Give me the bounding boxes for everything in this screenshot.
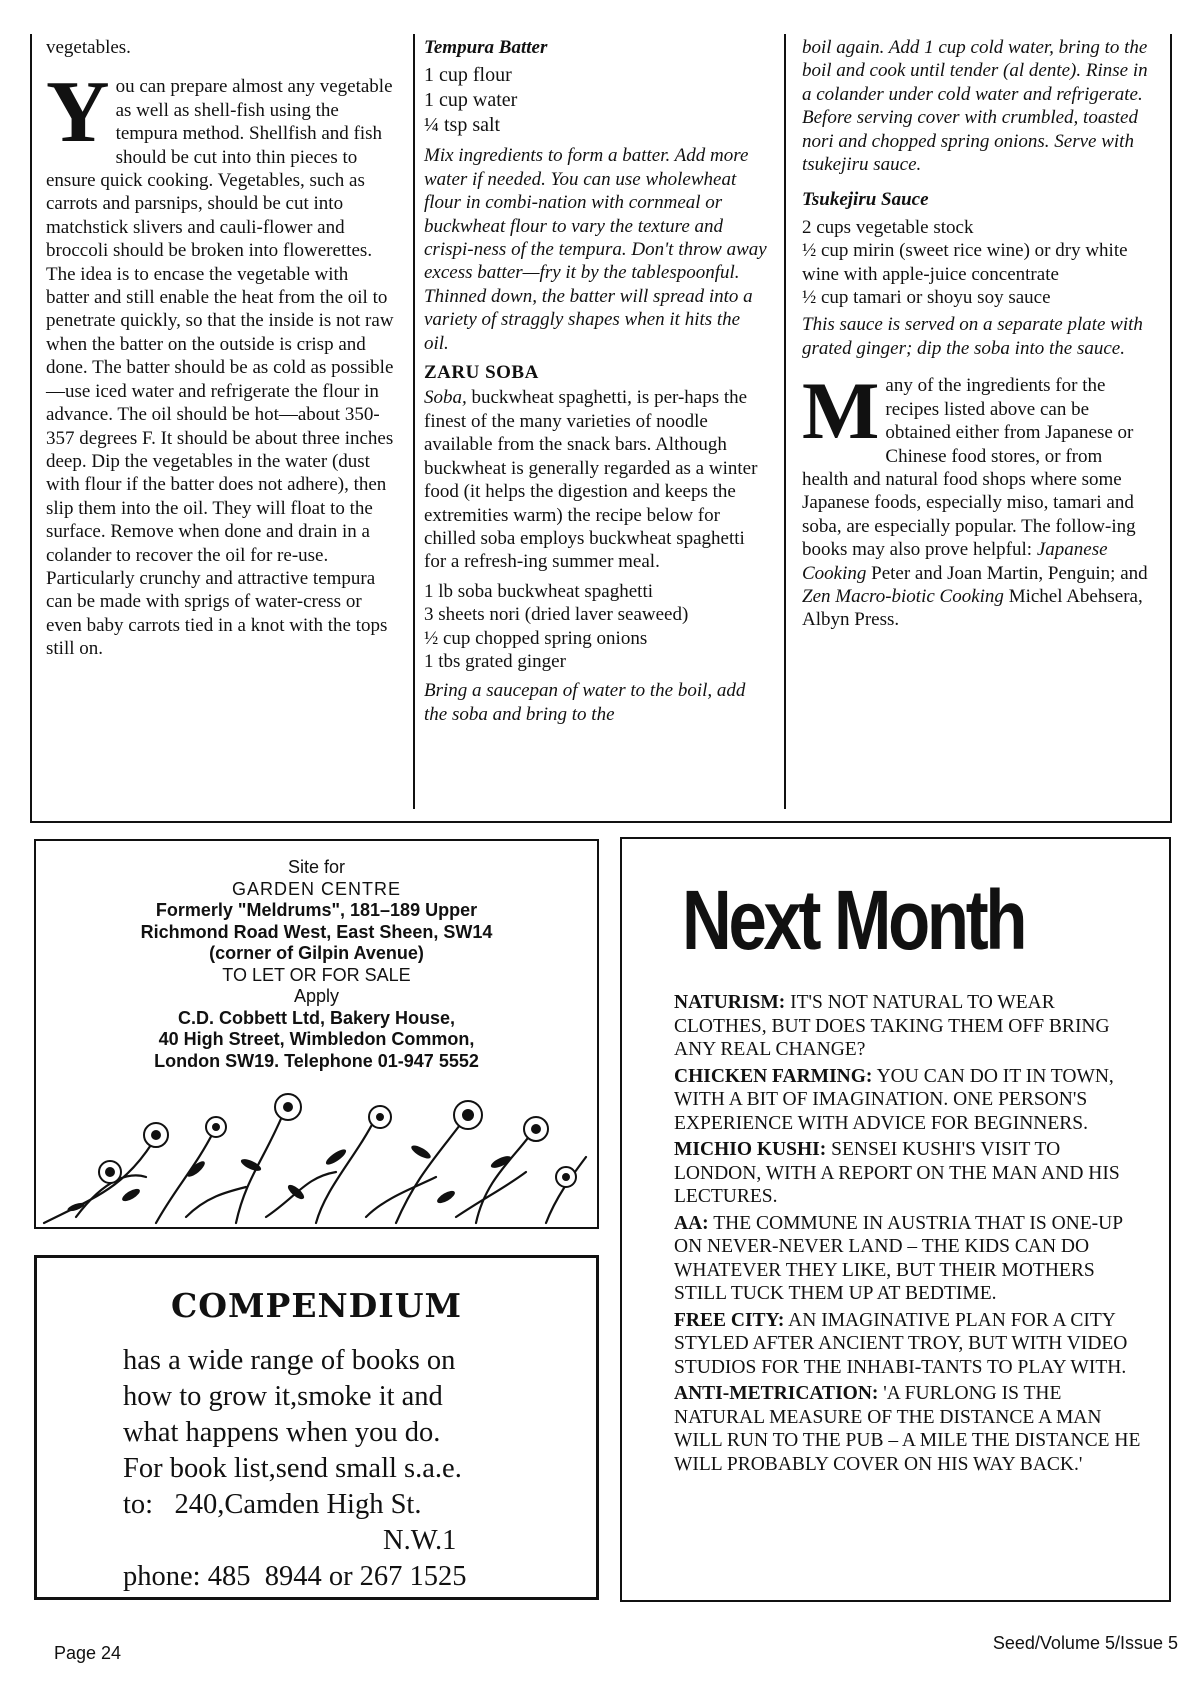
ad-line: how to grow it,smoke it and: [123, 1381, 443, 1412]
closing-paragraph: Many of the ingredients for the recipes listed above can be obtained either from Japanese or Chinese food stores, or from health and natural food shops where some Japanese foods, especially miso, tamari and soba, are especially popular. The follow-ing books may also prove helpful: Japanese Cooking Peter and Joan Martin, Penguin; and Zen Macro-biotic Cooking Michel Abehsera, Albyn Press.: [802, 365, 1148, 631]
tempura-batter-title: Tempura Batter: [424, 37, 548, 58]
ingredient: 1 cup flour: [424, 64, 512, 87]
tsukejiru-sauce-title: Tsukejiru Sauce: [802, 189, 929, 211]
ad-line: TO LET OR FOR SALE: [222, 964, 411, 985]
ad-line: C.D. Cobbett Ltd, Bakery House,: [177, 1007, 456, 1028]
garden-centre-ad: [34, 839, 599, 1229]
page-number: Page 24: [54, 1643, 122, 1663]
compendium-ad: [34, 1255, 599, 1600]
ad-line: London SW19. Telephone 01-947 5552: [154, 1050, 479, 1071]
ad-line: to: 240,Camden High St.: [123, 1489, 422, 1520]
soba-method-start: Bring a saucepan of water to the boil, add the soba and bring to the: [424, 680, 746, 725]
ingredient: 1 lb soba buckwheat spaghetti: [424, 580, 654, 602]
soba-ingredients: [424, 580, 769, 674]
next-month-box: [620, 837, 1171, 1602]
ad-line: N.W.1: [383, 1525, 457, 1556]
ad-line: what happens when you do.: [123, 1417, 441, 1448]
tempura-method: Mix ingredients to form a batter. Add more water if needed. You can use wholewheat flour in combi-nation with cornmeal or buckwheat flour to vary the texture and crispi-ness of the tempura. Don't throw away excess batter—fry it by the tablespoonful. Thinned down, the batter will spread into a variety of straggly shapes when it hits the oil.: [424, 145, 767, 354]
next-month-item: ANTI-METRICATION: 'A FURLONG IS THE NATURAL MEASURE OF THE DISTANCE A MAN WILL RUN TO THE PUB – A MILE THE DISTANCE HE WILL PROBABLY COVER ON HIS WAY BACK.': [674, 1383, 1141, 1475]
compendium-body: [37, 1343, 596, 1595]
ad-line: Formerly "Meldrums", 181–189 Upper: [155, 900, 478, 920]
next-month-item: FREE CITY: AN IMAGINATIVE PLAN FOR A CITY STYLED AFTER ANCIENT TROY, BUT WITH VIDEO STUDIOS FOR THE INHABI-TANTS TO PLAY WITH.: [674, 1309, 1128, 1378]
ad-line: GARDEN CENTRE: [231, 878, 401, 899]
drop-cap-y: Y: [46, 64, 110, 162]
column-opening: vegetables.: [46, 37, 131, 58]
floral-illustration: [36, 1077, 597, 1227]
ingredient: ½ cup mirin (sweet rice wine) or dry white wine with apple-juice concentrate: [802, 240, 1128, 285]
ingredient: ½ cup chopped spring onions: [424, 627, 648, 649]
compendium-title: COMPENDIUM: [170, 1286, 463, 1325]
ad-line: Richmond Road West, East Sheen, SW14: [140, 921, 493, 942]
next-month-item: MICHIO KUSHI: SENSEI KUSHI'S VISIT TO LONDON, WITH A REPORT ON THE MAN AND HIS LECTURES.: [674, 1139, 1120, 1207]
next-month-item: NATURISM: IT'S NOT NATURAL TO WEAR CLOTHES, BUT DOES TAKING THEM OFF BRING ANY REAL CHANGE?: [674, 992, 1110, 1060]
book-title: Japanese Cooking: [802, 539, 1108, 584]
issue-info: Seed/Volume 5/Issue 5: [992, 1633, 1178, 1653]
ingredient: ½ cup tamari or shoyu soy sauce: [802, 287, 1051, 309]
ad-line: Site for: [287, 857, 346, 877]
zaru-soba-heading: ZARU SOBA: [424, 362, 539, 384]
ad-line: For book list,send small s.a.e.: [123, 1453, 462, 1484]
garden-ad-text: [36, 841, 597, 1072]
book-title: Zen Macro-biotic Cooking: [802, 585, 1004, 607]
ingredient: 3 sheets nori (dried laver seaweed): [424, 604, 689, 626]
sauce-ingredients: [802, 216, 1152, 310]
drop-cap-m: M: [802, 365, 880, 457]
column-rule-2: [784, 34, 786, 809]
tempura-method-text: You can prepare almost any vegetable as well as shell-fish using the tempura method. Shellfish and fish should be cut into thin pieces to ensure quick cooking. Vegetables, such as carrots and parsnips, should be cut into matchstick slivers and cauli-flower and broccoli should be broken into flowerettes. The idea is to encase the vegetable with batter and still enable the heat from the oil to penetrate quickly, so that the inside is not raw when the batter on the outside is crisp and done. The batter should be as cold as possible—use iced water and refrigerate the flour in advance. The oil should be hot—about 350-357 degrees F. It should be about three inches deep. Dip the vegetables in the water (dust with flour if the batter does not adhere), then slip them into the oil. They will float to the surface. Remove when done and drain in a colander to recover the oil for re-use. Particularly crunchy and attractive tempura can be made with sprigs of water-cress or even baby carrots tied in a knot with the tops still on.: [46, 64, 394, 660]
next-month-title: Next Month: [682, 873, 1025, 967]
ad-line: phone: 485 8944 or 267 1525: [123, 1561, 467, 1592]
ad-line: Apply: [293, 986, 340, 1006]
column-rule-1: [413, 34, 415, 809]
article-column-1: [46, 36, 396, 661]
soba-method-end: boil again. Add 1 cup cold water, bring to the boil and cook until tender (al dente). Rinse in a colander under cold water and refrigerate. Before serving cover with crumbled, toasted nori and chopped spring onions. Serve with tsukejiru sauce.: [802, 37, 1148, 176]
ad-line: (corner of Gilpin Avenue): [209, 943, 424, 963]
zaru-soba-intro: Soba, buckwheat spaghetti, is per-haps the finest of the many varieties of noodle available from the snack bars. Although buckwheat is generally regarded as a winter food (it helps the digestion and keeps the extremities warm) the recipe below for chilled soba employs buckwheat spaghetti for a refresh-ing summer meal.: [424, 387, 758, 573]
next-month-list: [674, 991, 1151, 1476]
ad-line: has a wide range of books on: [123, 1345, 456, 1376]
ad-line: 40 High Street, Wimbledon Common,: [158, 1029, 475, 1049]
ingredient: 2 cups vegetable stock: [802, 216, 974, 238]
article-column-3: [802, 36, 1152, 632]
article-column-2: [424, 36, 769, 726]
ingredient: 1 cup water: [424, 89, 518, 112]
tempura-ingredients: [424, 63, 769, 138]
ingredient: ¼ tsp salt: [424, 114, 501, 137]
sauce-note: This sauce is served on a separate plate with grated ginger; dip the soba into the sauce.: [802, 314, 1143, 359]
next-month-item: AA: THE COMMUNE IN AUSTRIA THAT IS ONE-UP ON NEVER-NEVER LAND – THE KIDS CAN DO WHATEVER THEY LIKE, BUT THEIR MOTHERS STILL TUCK THEM UP AT BEDTIME.: [674, 1212, 1123, 1304]
next-month-item: CHICKEN FARMING: YOU CAN DO IT IN TOWN, WITH A BIT OF IMAGINATION. ONE PERSON'S EXPERIENCE WITH ADVICE FOR BEGINNERS.: [674, 1065, 1114, 1134]
ingredient: 1 tbs grated ginger: [424, 650, 566, 672]
